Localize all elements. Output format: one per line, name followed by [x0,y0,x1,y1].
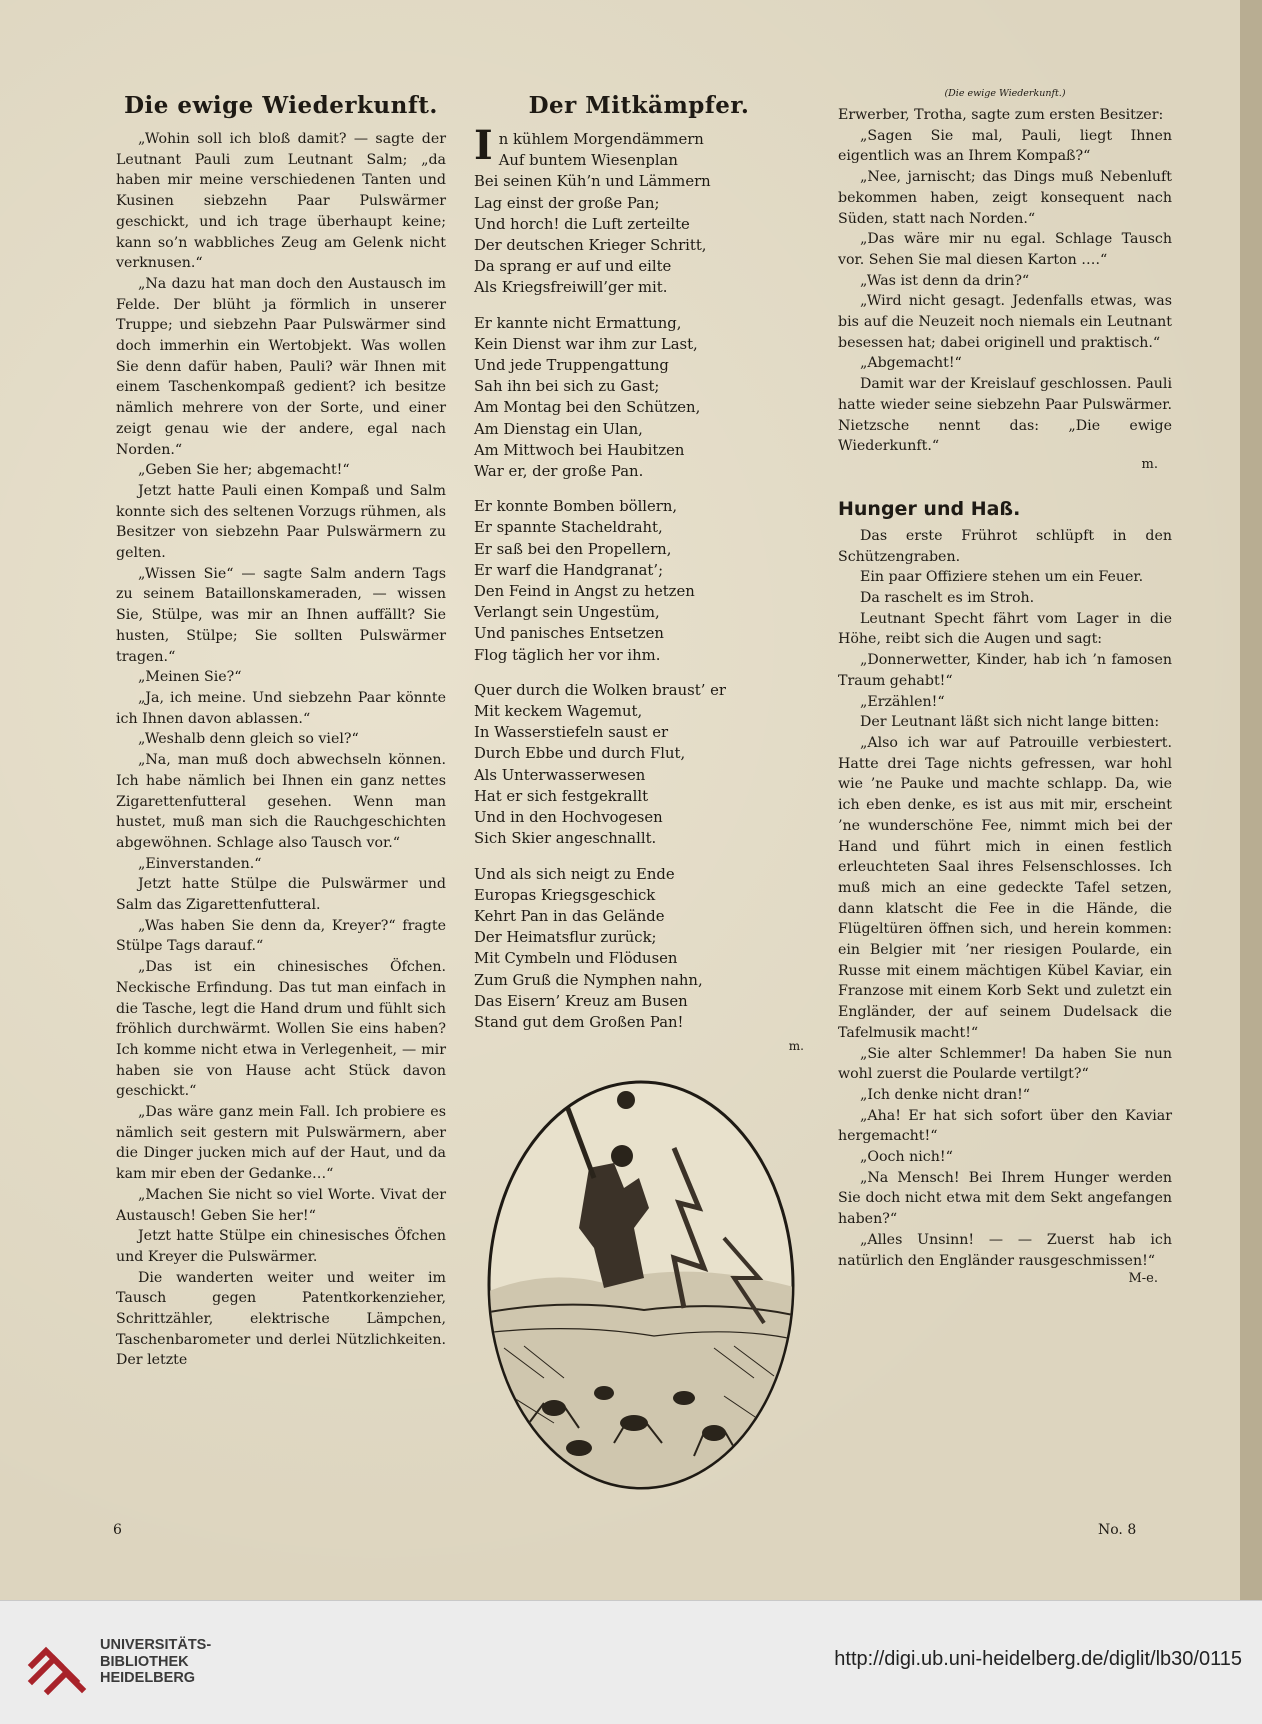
paragraph: „Meinen Sie?“ [138,669,242,686]
poem-line: Sich Skier angeschnallt. [474,830,657,848]
poem-line: Er warf die Handgranat’; [474,561,664,579]
paragraph: „Also ich war auf Patrouille verbiestert. Hatte drei Tage nichts gefressen, war hohl wie ’ne Pauke und machte schlapp. Da, wie ich eben denke, es ist aus mit mir, erscheint ’ne wunderschöne Fee, nimmt mich bei der Hand und führt mich in einen festlich erleuchteten Saal ihres Felsenschlosses. Ich muß mich an eine gedeckte Tafel setzen, dann klatscht die Fee in die Hände, die Flügeltüren öffnen sich, und herein kommen: ein Belgier mit ’ner riesigen Poularde, ein Russe mit einem mächtigen Kübel Kaviar, ein Franzose mit einem Korb Sekt und zuletzt ein Engländer, der auf seinem Dudelsack die Tafelmusik macht!“ [838,734,1172,1041]
paragraph: Ein paar Offiziere stehen um ein Feuer. [860,569,1144,586]
paragraph: „Weshalb denn gleich so viel?“ [138,731,359,748]
paragraph: „Sagen Sie mal, Pauli, liegt Ihnen eigentlich was an Ihrem Kompaß?“ [838,127,1172,165]
paragraph: „Das wäre mir nu egal. Schlage Tausch vor. Sehen Sie mal diesen Karton ….“ [838,231,1172,268]
paragraph: „Erzählen!“ [860,693,945,710]
poem-line: Am Mittwoch bei Haubitzen [474,441,685,459]
paragraph: „Wissen Sie“ — sagte Salm andern Tags zu seinem Bataillonskameraden, — wissen Sie, Stülpe, was mir an Ihnen auffällt? Sie husten, Stülpe; Sie sollten Pulswärmer tragen.“ [116,565,446,665]
paragraph: „Was haben Sie denn da, Kreyer?“ fragte Stülpe Tags darauf.“ [116,917,446,955]
poem-line: Und als sich neigt zu Ende [474,865,675,883]
poem-line: Und in den Hochvogesen [474,809,663,827]
paragraph: Jetzt hatte Stülpe die Pulswärmer und Salm das Zigarettenfutteral. [116,876,446,914]
poem-line: Den Feind in Angst zu hetzen [474,583,695,601]
poem-line: Er kannte nicht Ermattung, [474,314,682,332]
poem-line: Das Eisern’ Kreuz am Busen [474,992,688,1010]
paragraph: „Wohin soll ich bloß damit? — sagte der Leutnant Pauli zum Leutnant Salm; „da haben mir meine verschiedenen Tanten und Kusinen siebzehn Paar Pulswärmer geschickt, und ich trage überhaupt keine; kann so’n wabbliches Zeug am Gelenk nicht verknusen.“ [116,131,446,272]
paragraph: Da raschelt es im Stroh. [860,590,1035,607]
paragraph: Jetzt hatte Pauli einen Kompaß und Salm konnte sich des seltenen Vorzugs rühmen, als Besitzer von siebzehn Paar Pulswärmern zu gelten. [116,482,446,562]
paragraph: „Na, man muß doch abwechseln können. Ich habe nämlich bei Ihnen ein ganz nettes Zigarettenfutteral gesehen. Wenn man hustet, muß man sich die Rauchgeschichten abgewöhnen. Schlage also Tausch vor.“ [116,752,446,851]
poem-line: Stand gut dem Großen Pan! [474,1013,684,1031]
poem-line: Er konnte Bomben böllern, [474,498,678,516]
paragraph: Leutnant Specht fährt vom Lager in die Höhe, reibt sich die Augen und sagt: [838,610,1172,648]
paragraph: „Machen Sie nicht so viel Worte. Vivat der Austausch! Geben Sie her!“ [116,1186,446,1224]
column-middle [474,92,804,1053]
poem-line: Verlangt sein Ungestüm, [474,604,660,622]
bomb-icon [553,1085,571,1103]
stanza [474,680,804,850]
poem [474,122,804,1054]
signature: m. [1141,456,1158,472]
paragraph: Erwerber, Trotha, sagte zum ersten Besitzer: [838,107,1164,123]
paragraph: Jetzt hatte Stülpe ein chinesisches Öfchen und Kreyer die Pulswärmer. [116,1228,446,1265]
paragraph: „Donnerwetter, Kinder, hab ich ’n famosen Traum gehabt!“ [838,652,1172,689]
poem-line: In Wasserstiefeln saust er [474,724,669,742]
poem-line: Der deutschen Krieger Schritt, [474,237,707,255]
paragraph: Das erste Frührot schlüpft in den Schützengraben. [838,527,1172,565]
university-library-logo-icon [26,1631,88,1697]
giant-head [611,1145,633,1167]
poem-line: Und panisches Entsetzen [474,625,664,643]
poem-line: Kehrt Pan in das Gelände [474,907,665,925]
poem-line: Zum Gruß die Nymphen nahn, [474,971,703,989]
poem-line: Sah ihn bei sich zu Gast; [474,378,660,396]
drop-cap: I [474,122,493,169]
article-title-hunger: Hunger und Haß. [838,497,1021,520]
poem-line: War er, der große Pan. [474,463,644,481]
stanza [474,122,804,299]
continuation-header: (Die ewige Wiederkunft.) [944,88,1066,99]
paragraph: „Nee, jarnischt; das Dings muß Nebenluft bekommen haben, zeigt konsequent nach Süden, statt nach Norden.“ [838,169,1172,227]
poem-line: Da sprang er auf und eilte [474,258,672,276]
poem-line: Er saß bei den Propellern, [474,540,672,558]
paragraph: „Aha! Er hat sich sofort über den Kaviar hergemacht!“ [838,1107,1172,1145]
poem-line: Flog täglich her vor ihm. [474,646,661,664]
poem-line: Kein Dienst war ihm zur Last, [474,335,698,353]
poem-line: Und jede Truppengattung [474,357,669,375]
poem-line: Lag einst der große Pan; [474,194,660,212]
paragraph: „Ich denke nicht dran!“ [860,1086,1031,1103]
issue-number: No. 8 [1098,1522,1137,1538]
paragraph: „Sie alter Schlemmer! Da haben Sie nun wohl zuerst die Poularde vertilgt?“ [838,1045,1172,1083]
poem-line: Europas Kriegsgeschick [474,886,656,904]
poem-line: In kühlem Morgendämmern [474,122,704,169]
paragraph: „Alles Unsinn! — — Zuerst hab ich natürlich den Engländer rausgeschmissen!“ [838,1231,1172,1269]
paragraph: „Einverstanden.“ [138,855,262,872]
signature: M-e. [1128,1271,1158,1287]
paragraph: „Wird nicht gesagt. Jedenfalls etwas, was bis auf die Neuzeit noch niemals ein Leutnant besessen hat; dabei originell und praktisch.“ [838,293,1172,351]
poem-line: Auf buntem Wiesenplan [498,152,678,170]
poem-title: Der Mitkämpfer. [528,92,750,119]
poem-signature: m. [788,1039,804,1054]
poem-line: Und horch! die Luft zerteilte [474,215,690,233]
stanza [474,864,804,1034]
poem-line: Am Montag bei den Schützen, [474,399,701,417]
stanza [474,313,804,483]
page-edge [1240,0,1262,1600]
column-left [116,92,446,1371]
oval-illustration [484,1078,798,1492]
poem-line: Quer durch die Wolken braust’ er [474,681,726,699]
bomb-icon [617,1091,635,1109]
poem-line: Der Heimatsflur zurück; [474,929,657,947]
poem-line: Hat er sich festgekrallt [474,787,649,805]
paragraph: „Das ist ein chinesisches Öfchen. Neckische Erfindung. Das tut man einfach in die Tasche, legt die Hand drum und fühlt sich fröhlich durchwärmt. Wollen Sie eins haben? Ich komme nicht etwa in Verlegenheit, — mir haben sie von Hause acht Stück davon geschickt.“ [116,959,446,1100]
source-url-link[interactable]: http://digi.ub.uni-heidelberg.de/diglit/lb30/0115 [834,1648,1242,1670]
paragraph: „Das wäre ganz mein Fall. Ich probiere es nämlich seit gestern mit Pulswärmern, aber die Dinger jucken mich auf der Haut, und da kam mir eben der Gedanke…“ [116,1104,446,1183]
paragraph: Damit war der Kreislauf geschlossen. Pauli hatte wieder seine siebzehn Paar Pulswärmer. Nietzsche nennt das: „Die ewige Wiederkunft.“ [838,376,1172,455]
column-right [838,88,1172,1287]
article-title-wiederkunft: Die ewige Wiederkunft. [124,92,438,119]
paragraph: „Na Mensch! Bei Ihrem Hunger werden Sie doch nicht etwa mit dem Sekt angefangen haben?“ [838,1169,1172,1228]
poem-line: Durch Ebbe und durch Flut, [474,745,686,763]
footer-bar [0,1600,1262,1724]
paragraph: „Ooch nich!“ [860,1149,953,1166]
poem-line: Mit Cymbeln und Flödusen [474,950,678,968]
paragraph: Die wanderten weiter und weiter im Tausch gegen Patentkorkenzieher, Schrittzähler, elektrische Lämpchen, Taschenbarometer und derlei Nützlichkeiten. Der letzte [116,1269,446,1369]
poem-line: Als Kriegsfreiwill’ger mit. [474,279,668,297]
paragraph: „Na dazu hat man doch den Austausch im Felde. Der blüht ja förmlich in unserer Truppe; und siebzehn Paar Pulswärmer sind doch immerhin ein Wertobjekt. Was wollen Sie denn dafür haben, Pauli? wär Ihnen mit einem Taschenkompaß gedient? ich besitze nämlich mehrere von der Sorte, und einer zeigt genau wie der andere, egal nach Norden.“ [116,275,446,458]
page-number: 6 [113,1522,122,1538]
poem-line: Mit keckem Wagemut, [474,703,643,721]
poem-line: Bei seinen Küh’n und Lämmern [474,173,711,191]
poem-line: Als Unterwasserwesen [474,766,646,784]
paragraph: „Ja, ich meine. Und siebzehn Paar könnte ich Ihnen davon ablassen.“ [116,689,446,727]
institution-name: UNIVERSITÄTS- BIBLIOTHEK HEIDELBERG [100,1637,212,1686]
paragraph: „Was ist denn da drin?“ [860,272,1030,289]
paragraph: Der Leutnant läßt sich nicht lange bitten: [860,714,1160,731]
paragraph: „Abgemacht!“ [860,355,962,372]
poem-line: Am Dienstag ein Ulan, [474,420,643,438]
stanza [474,496,804,666]
poem-line: Er spannte Stacheldraht, [474,519,663,537]
paragraph: „Geben Sie her; abgemacht!“ [138,462,350,479]
